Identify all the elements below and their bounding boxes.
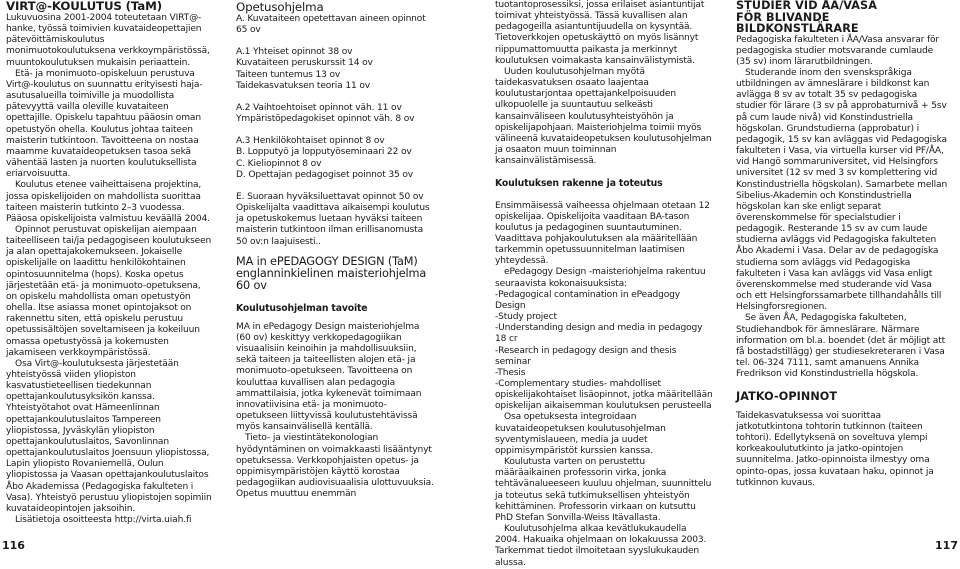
list-item: Taidekasvatuksen teoria 11 ov [236, 80, 370, 91]
column-rakenne [495, 0, 713, 569]
paragraph: MA in ePedagogy Design maisteriohjelma (60 ov) keskittyy verkkopedagogiikan visuaalisiin keinoihin ja mahdollisuuksiin, sekä taiteen ja taiteellisten alojen etä- ja monimuoto-opetukseen. Tavoitteena on kouluttaa kuvallisen alan pedagogia ammattilaisia, jotka kykenevät toimimaan innovatiivisina etä- ja monimuoto-opetukseen liittyvissä koulutustehtävissä myös kansainvälisellä kentällä. [236, 321, 422, 433]
list-item: -Complementary studies- mahdolliset opiskelijakohtaiset lisäopinnot, jotka määritellään opiskelijan aikaisemman koulutuksen perusteella [495, 379, 713, 412]
list-item: Kuvataiteen peruskurssit 14 ov [236, 58, 373, 69]
column-virta-koulutus [6, 0, 213, 526]
list-item: A.3 Henkilökohtaiset opinnot 8 ov [236, 136, 385, 147]
page-number-left: 116 [2, 539, 25, 552]
list-item: Taiteen tuntemus 13 ov [236, 69, 341, 80]
section-heading: JATKO-OPINNOT [736, 390, 838, 404]
list-item: -Research in pedagogy design and thesis seminar [495, 345, 677, 367]
subheading: Koulutuksen rakenne ja toteutus [495, 178, 663, 190]
paragraph: Uuden koulutusohjelman myötä taidekasvatuksen osaato laajentaa koulutustarjontaa opettajankelpoisuuden ulkopuolelle ja suuntautuu selkeästi kansainväliseen koulutusyhteistyöhön ja opiskelijapohjaan. Maisteriohjelma toimii myös välineenä kuvataideopetuksen koulutusohjelman ja osaaton muun toiminnan kansainvälistämisessä. [495, 66, 712, 167]
subheading: Koulutusohjelman tavoite [236, 302, 368, 314]
paragraph: Lukuvuosina 2001-2004 toteutetaan VIRT@-hanke, työssä toimivien kuvataideopettajien pätevöittämiskoulutus monimuotokoulutuksena verkkoympäristössä, muuntokoulutuksen mukaisin periaattein. [6, 13, 210, 68]
paragraph: tuotantoprosessiksi, jossa erilaiset asiantuntijat toimivat yhteistyössä. Tässä kuvallisen alan pedagogeilla asiantuntijuudella on kysyntää. Tietoverkkojen opetuskäyttö on myös lisännyt riippumattomuutta paikasta ja merkinnyt koulutuksen voimakasta kansainvälistymistä. [495, 0, 705, 66]
list-item: A. Kuvataiteen opetettavan aineen opinnot 65 ov [236, 14, 426, 36]
list-item: D. Opettajan pedagogiset poinnot 35 ov [236, 169, 414, 180]
column-opetusohjelma [236, 0, 436, 500]
paragraph: Se även ÅA, Pedagogiska fakulteten, Studiehandbok för ämneslärare. Närmare information om bl.a. boendet (det är möjligt att få bostadstillägg) ger studiesekreteraren i Vasa tel. 06-324 7111, samt amanuens Annika Fredrikson vid Konstindustriella högskola. [736, 313, 946, 380]
section-heading: VIRT@-KOULUTUS (TaM) [6, 0, 162, 13]
page-number-right: 117 [935, 539, 958, 552]
program-title: MA in ePEDAGOGY DESIGN (TaM) englanninkielinen maisteriohjelma 60 ov [236, 254, 427, 292]
section-heading: FÖR BLIVANDE BILDKONSTLÄRARE [736, 10, 859, 35]
paragraph: E. Suoraan hyväksiluettavat opinnot 50 ov Opiskelijalta vaadittava aikaisempi koulutus ja opetuskokemus luetaan hyväksi taiteen maisterin tutkintoon ilman erillisanomusta 50 ov:n laajuisesti.. [236, 191, 430, 247]
list-item: Ympäristöpedagokiset opinnot väh. 8 ov [236, 114, 415, 125]
list-item: -Study project [495, 312, 557, 323]
paragraph: Etä- ja monimuoto-opiskeluun perustuva Virt@-koulutus on suunnattu erityisesti haja-asutusalueilla toimiville ja muodollista pätevyyttä vailla oleville kuvataiteen opettajille. Opiskelu tapahtuu pääosin oman opetustyön ohella. Koulutus johtaa taiteen maisterin tutkintoon. Tavoitteena on nostaa maamme kuvataideopetuksen tasoa sekä vähentää lasten ja nuorten koulutuksellista eriarvoisuutta. [6, 68, 203, 180]
paragraph: Osa Virt@-koulutuksesta järjestetään yhteistyössä viiden yliopiston kasvatustieteellisen tiedekunnan opettajankoulutusyksikön kanssa. Yhteistyötahot ovat Hämeenlinnan opettajankoulutuslaitos Tampereen yliopistossa, Jyväskylän yliopiston opettajankoulutuslaitos, Savonlinnan opettajankoulutuslaitos Joensuun yliopistossa, Lapin yliopisto Rovaniemellä, Oulun yliopistossa ja Vaasan opettajankoulutuslaitos Åbo Akademissa (Pedagogiska fakulteten i Vasa). Yhteistyö perustuu yliopistojen sopimiin kuvataideopintojen jaksoihin. [6, 358, 212, 514]
list-item: -Understanding design and media in pedagogy 18 cr [495, 323, 703, 345]
paragraph: Koulutus etenee vaiheittaisena projektina, jossa opiskelijoiden on mahdollista suorittaa taiteen maisterin tutkinto 2–3 vuodessa. Pääosa opiskelijoista valmistuu keväällä 2004. [6, 180, 210, 224]
paragraph: Opinnot perustuvat opiskelijan aiempaan taiteelliseen tai/ja pedagogiseen koulutukseen ja alan opettajakokemukseen. Jokaiselle opiskelijalle on laadittu henkilökohtainen opintosuunnitelma (hops). Koska opetus järjestetään etä- ja monimuoto-opetuksena, on opiskelu mahdollista oman opetustyön ohella. Itse asiassa monet opintojaksot on rakennettu siten, että opiskelu perustuu opetussisältöjen soveltamiseen ja kokeiluun omassa opetustyössä ja kokemusten jakamiseen verkkoympäristössä. [6, 224, 212, 358]
list-item: -Pedagogical contamination in ePeadgogy Design [495, 289, 681, 311]
paragraph: Tieto- ja viestintätekonologian hyödyntäminen on voimakkaasti lisääntynyt opetuksessa. Verkkopohjaisten opetus- ja oppimisympäristöjen käyttö korostaa pedagogiikan audiovisuaalisia ulottuvuuksia. Opetus muuttuu enemmän [236, 433, 434, 500]
list-item: A.2 Vaihtoehtoiset opinnot väh. 11 ov [236, 102, 402, 113]
list-item: A.1 Yhteiset opinnot 38 ov [236, 47, 353, 58]
column-studier [736, 0, 949, 489]
list-item: B. Lopputyö ja lopputyöseminaari 22 ov [236, 147, 412, 158]
section-heading: STUDIER VID ÅA/VASA [736, 0, 877, 12]
paragraph: Koulutusohjelma alkaa kevätlukukaudella 2004. Hakuaika ohjelmaan on lokakuussa 2003. Tarkemmat tiedot ilmoitetaan syyslukukauden alussa. [495, 524, 707, 568]
paragraph: Lisätietoja osoitteesta http://virta.uiah.fi [15, 515, 192, 526]
paragraph: Pedagogiska fakulteten i ÅA/Vasa ansvarar för pedagogiska studier motsvarande cumlaude (35 sv) inom lärarutbildningen. [736, 34, 940, 67]
list-item: -Thesis [495, 367, 526, 378]
paragraph: ePedagogy Design -maisteriohjelma rakentuu seuraavista kokonaisuuksista: [495, 267, 706, 289]
paragraph: Studerande inom den svenskspråkiga utbildningen av ämneslärare i bildkonst kan avlägga 8 sv av totalt 35 sv pedagogiska studier för lärare (3 sv på approbaturnivå + 5sv på cum laude nivå) vid Konstindustriella högskolan. Grundstudierna (approbatur) i pedagogik, 15 sv kan avläggas vid Pedagogiska fakulteten i Vasa, via virtuella kurser vid PF/ÅA, vid Hangö sommaruniversitet, vid Helsingfors universitet (12 sv med 3 sv komplettering vid Konstindustriella högskolan). Samarbete mellan Sibelius-Akademin och Konstindustriella högskolan kan ske enligt separat överenskommelse för specialstudier i pedagogik. Resterande 15 sv av cum laude studierna avläggs vid Pedagogiska fakulteten Åbo Akademi i Vasa. Delar av de pedagogiska studierna som avläggs vid Pedagogiska fakulteten i Vasa kan avläggs vid Vasa enligt överenskommelse med studerande vid Vasa och ett Helsingforssamarbete tillhandahålls till Helsingforsregionen. [736, 67, 948, 313]
paragraph: Koulutusta varten on perustettu määräaikainen professorin virka, jonka tehtävänalueeseen kuuluu ohjelman, suunnittelu ja toteutus sekä tutkimuksellisen yhteistyön kehittäminen. Professorin virkaan on kutsuttu PhD Stefan Sonvilla-Weiss Itävallasta. [495, 457, 712, 523]
paragraph: Ensimmäisessä vaiheessa ohjelmaan otetaan 12 opiskelijaa. Opiskelijoita vaaditaan BA-tason koulutus ja pedagoginen suuntautuminen. Vaadittava pohjakoulutuksen ala määritellään tarkemmin opetussuunnitelman laatimisen yhteydessä. [495, 200, 710, 267]
paragraph: Osa opetuksesta integroidaan kuvataideopetuksen koulutusohjelman syventymislaueen, media ja uudet oppimisympäristöt kurssien kanssa. [495, 412, 666, 456]
paragraph: Taidekasvatuksessa voi suorittaa jatkotutkintona tohtorin tutkinnon (taiteen tohtori). Edellytyksenä on soveltuva ylempi korkeakoulututkinto ja jatko-opintojen suunnitelma. Jatko-opinnoista ilmestyy oma opinto-opas, jossa kuvataan haku, opinnot ja tutkinnon kuvaus. [736, 410, 934, 488]
list-item: C. Kieliopinnot 8 ov [236, 158, 322, 169]
section-heading: Opetusohjelma [236, 0, 324, 14]
